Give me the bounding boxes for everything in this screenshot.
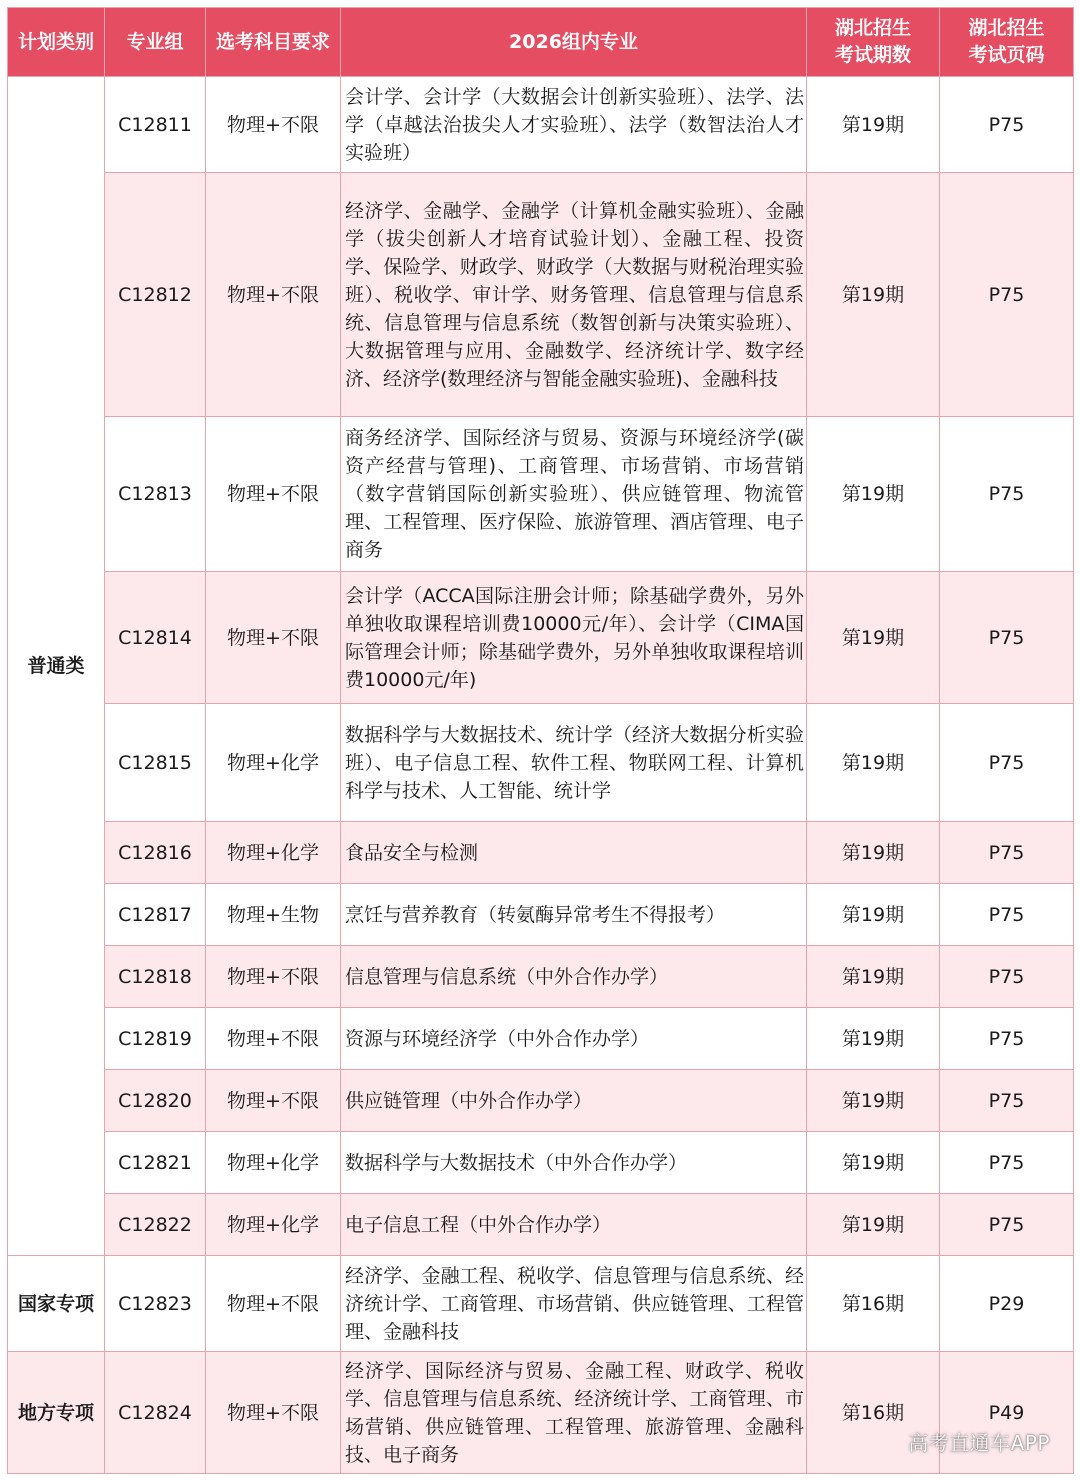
group-cell: C12824 bbox=[105, 1352, 206, 1474]
header-issue: 湖北招生 考试期数 bbox=[807, 8, 940, 77]
subjects-cell: 物理+化学 bbox=[206, 704, 341, 822]
header-subjects: 选考科目要求 bbox=[206, 8, 341, 77]
page-cell: P75 bbox=[940, 77, 1074, 173]
page-cell: P75 bbox=[940, 704, 1074, 822]
table-row bbox=[8, 884, 1074, 946]
subjects-cell: 物理+不限 bbox=[206, 1070, 341, 1132]
table-row bbox=[8, 1132, 1074, 1194]
majors-cell: 经济学、金融工程、税收学、信息管理与信息系统、经济统计学、工商管理、市场营销、供应链管理、工程管理、金融科技 bbox=[341, 1256, 807, 1352]
header-category: 计划类别 bbox=[8, 8, 105, 77]
group-cell: C12821 bbox=[105, 1132, 206, 1194]
subjects-cell: 物理+生物 bbox=[206, 884, 341, 946]
page-cell: P75 bbox=[940, 1008, 1074, 1070]
header-group: 专业组 bbox=[105, 8, 206, 77]
subjects-cell: 物理+不限 bbox=[206, 572, 341, 704]
category-cell: 国家专项 bbox=[8, 1256, 105, 1352]
issue-cell: 第19期 bbox=[807, 1008, 940, 1070]
subjects-cell: 物理+不限 bbox=[206, 417, 341, 572]
admission-plan-table bbox=[7, 7, 1074, 1474]
issue-cell: 第19期 bbox=[807, 704, 940, 822]
issue-cell: 第16期 bbox=[807, 1352, 940, 1474]
majors-cell: 资源与环境经济学（中外合作办学） bbox=[341, 1008, 807, 1070]
group-cell: C12817 bbox=[105, 884, 206, 946]
table-row bbox=[8, 704, 1074, 822]
page-cell: P75 bbox=[940, 822, 1074, 884]
majors-cell: 食品安全与检测 bbox=[341, 822, 807, 884]
table-row bbox=[8, 1194, 1074, 1256]
group-cell: C12820 bbox=[105, 1070, 206, 1132]
group-cell: C12823 bbox=[105, 1256, 206, 1352]
subjects-cell: 物理+不限 bbox=[206, 173, 341, 417]
page-cell: P29 bbox=[940, 1256, 1074, 1352]
issue-cell: 第19期 bbox=[807, 77, 940, 173]
issue-cell: 第19期 bbox=[807, 946, 940, 1008]
group-cell: C12814 bbox=[105, 572, 206, 704]
issue-cell: 第19期 bbox=[807, 173, 940, 417]
group-cell: C12813 bbox=[105, 417, 206, 572]
majors-cell: 信息管理与信息系统（中外合作办学） bbox=[341, 946, 807, 1008]
subjects-cell: 物理+不限 bbox=[206, 77, 341, 173]
table-row bbox=[8, 1070, 1074, 1132]
issue-cell: 第19期 bbox=[807, 1194, 940, 1256]
group-cell: C12818 bbox=[105, 946, 206, 1008]
majors-cell: 会计学、会计学（大数据会计创新实验班）、法学、法学（卓越法治拔尖人才实验班）、法学（数智法治人才实验班） bbox=[341, 77, 807, 173]
table-row bbox=[8, 173, 1074, 417]
page-cell: P49 bbox=[940, 1352, 1074, 1474]
table-row bbox=[8, 946, 1074, 1008]
subjects-cell: 物理+化学 bbox=[206, 822, 341, 884]
page-cell: P75 bbox=[940, 417, 1074, 572]
group-cell: C12815 bbox=[105, 704, 206, 822]
issue-cell: 第19期 bbox=[807, 572, 940, 704]
majors-cell: 供应链管理（中外合作办学） bbox=[341, 1070, 807, 1132]
majors-cell: 烹饪与营养教育（转氨酶异常考生不得报考） bbox=[341, 884, 807, 946]
header-majors: 2026组内专业 bbox=[341, 8, 807, 77]
table-row bbox=[8, 77, 1074, 173]
table-row bbox=[8, 822, 1074, 884]
page-cell: P75 bbox=[940, 1132, 1074, 1194]
subjects-cell: 物理+不限 bbox=[206, 1256, 341, 1352]
subjects-cell: 物理+化学 bbox=[206, 1194, 341, 1256]
issue-cell: 第19期 bbox=[807, 1070, 940, 1132]
majors-cell: 会计学（ACCA国际注册会计师；除基础学费外，另外单独收取课程培训费10000元/年）、会计学（CIMA国际管理会计师；除基础学费外，另外单独收取课程培训费10000元/年) bbox=[341, 572, 807, 704]
issue-cell: 第19期 bbox=[807, 822, 940, 884]
majors-cell: 数据科学与大数据技术、统计学（经济大数据分析实验班）、电子信息工程、软件工程、物联网工程、计算机科学与技术、人工智能、统计学 bbox=[341, 704, 807, 822]
group-cell: C12819 bbox=[105, 1008, 206, 1070]
category-cell: 地方专项 bbox=[8, 1352, 105, 1474]
page-cell: P75 bbox=[940, 1194, 1074, 1256]
issue-cell: 第19期 bbox=[807, 1132, 940, 1194]
issue-cell: 第16期 bbox=[807, 1256, 940, 1352]
subjects-cell: 物理+不限 bbox=[206, 1352, 341, 1474]
page-cell: P75 bbox=[940, 173, 1074, 417]
group-cell: C12812 bbox=[105, 173, 206, 417]
table-row bbox=[8, 417, 1074, 572]
issue-cell: 第19期 bbox=[807, 417, 940, 572]
table-row bbox=[8, 1008, 1074, 1070]
table-row bbox=[8, 572, 1074, 704]
majors-cell: 经济学、金融学、金融学（计算机金融实验班）、金融学（拔尖创新人才培育试验计划）、金融工程、投资学、保险学、财政学、财政学（大数据与财税治理实验班）、税收学、审计学、财务管理、信息管理与信息系统、信息管理与信息系统（数智创新与决策实验班）、大数据管理与应用、金融数学、经济统计学、数字经济、经济学(数理经济与智能金融实验班)、金融科技 bbox=[341, 173, 807, 417]
majors-cell: 电子信息工程（中外合作办学） bbox=[341, 1194, 807, 1256]
group-cell: C12816 bbox=[105, 822, 206, 884]
group-cell: C12822 bbox=[105, 1194, 206, 1256]
page-cell: P75 bbox=[940, 946, 1074, 1008]
subjects-cell: 物理+化学 bbox=[206, 1132, 341, 1194]
page-cell: P75 bbox=[940, 1070, 1074, 1132]
table-row bbox=[8, 1256, 1074, 1352]
group-cell: C12811 bbox=[105, 77, 206, 173]
page-cell: P75 bbox=[940, 884, 1074, 946]
header-page: 湖北招生 考试页码 bbox=[940, 8, 1074, 77]
subjects-cell: 物理+不限 bbox=[206, 946, 341, 1008]
issue-cell: 第19期 bbox=[807, 884, 940, 946]
table-header-row bbox=[8, 8, 1074, 77]
majors-cell: 经济学、国际经济与贸易、金融工程、财政学、税收学、信息管理与信息系统、经济统计学、工商管理、市场营销、供应链管理、工程管理、旅游管理、金融科技、电子商务 bbox=[341, 1352, 807, 1474]
majors-cell: 数据科学与大数据技术（中外合作办学） bbox=[341, 1132, 807, 1194]
subjects-cell: 物理+不限 bbox=[206, 1008, 341, 1070]
page-cell: P75 bbox=[940, 572, 1074, 704]
majors-cell: 商务经济学、国际经济与贸易、资源与环境经济学(碳资产经营与管理)、工商管理、市场营销、市场营销（数字营销国际创新实验班）、供应链管理、物流管理、工程管理、医疗保险、旅游管理、酒店管理、电子商务 bbox=[341, 417, 807, 572]
watermark: 高考直通车APP bbox=[908, 1431, 1050, 1455]
category-cell: 普通类 bbox=[8, 77, 105, 1256]
